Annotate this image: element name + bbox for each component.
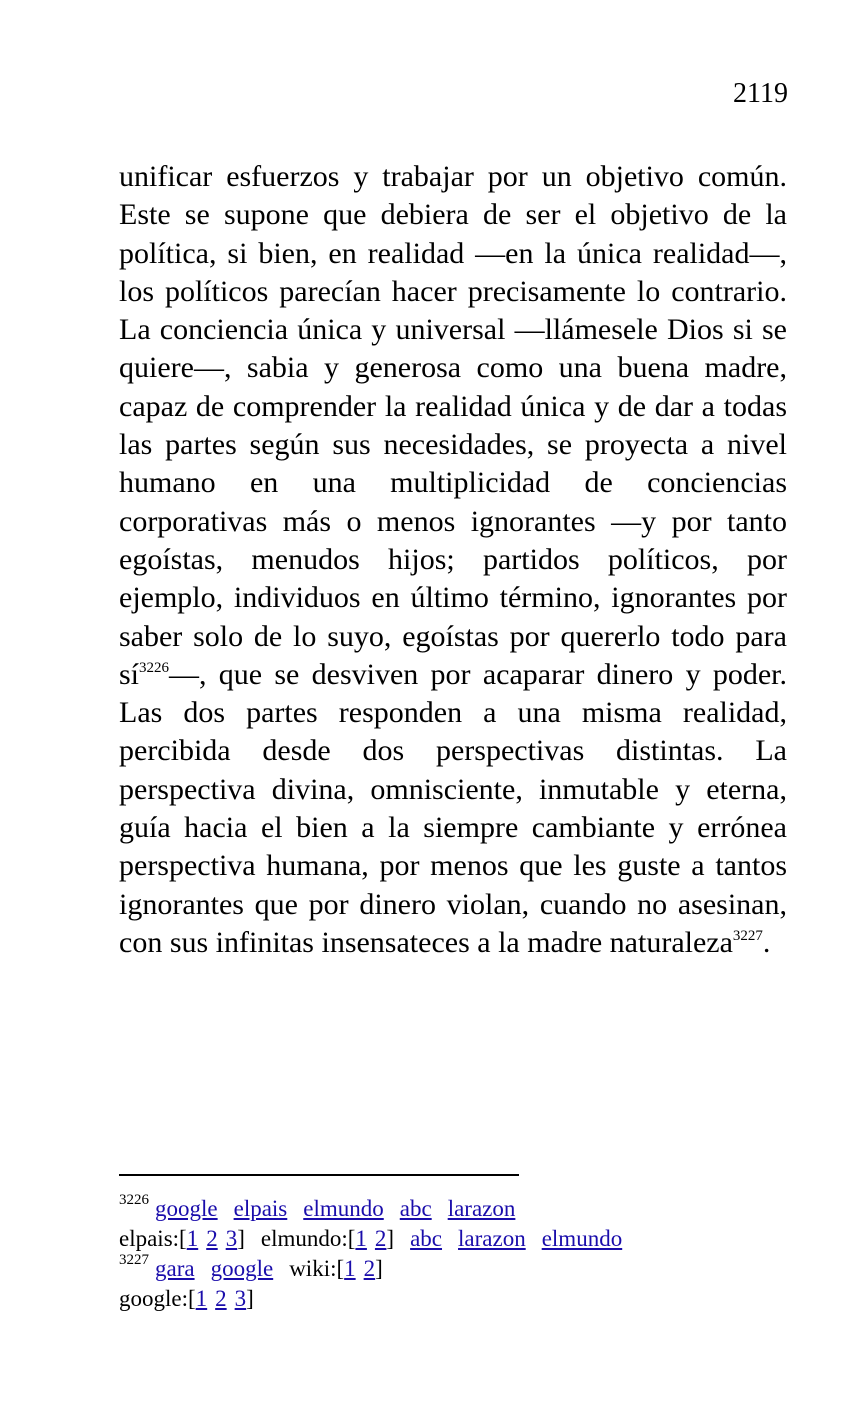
link-abc-2[interactable]: abc: [410, 1226, 443, 1251]
bracket-close: ]: [246, 1286, 254, 1311]
link-larazon-2[interactable]: larazon: [458, 1226, 526, 1251]
footnote-3226-line-1: [119, 1194, 819, 1224]
elmundo-label: elmundo:[: [260, 1226, 356, 1251]
link-google-num-3[interactable]: 3: [234, 1286, 247, 1311]
body-text: [119, 158, 787, 962]
link-elpais-3[interactable]: 3: [225, 1226, 238, 1251]
body-segment-3: .: [762, 925, 771, 959]
link-google-num-1[interactable]: 1: [195, 1286, 208, 1311]
footnotes: [119, 1194, 819, 1314]
footnote-3227-line-2: [119, 1284, 819, 1314]
link-elpais[interactable]: elpais: [233, 1196, 288, 1221]
link-elpais-1[interactable]: 1: [186, 1226, 199, 1251]
wiki-label: wiki:[: [289, 1256, 345, 1281]
footnote-number: 3226: [119, 1192, 149, 1208]
bracket-close: ]: [237, 1226, 245, 1251]
body-segment-2: —, que se desviven por acaparar dinero y poder. Las dos partes responden a una misma realidad, percibida desde dos perspectivas distintas. La perspectiva divina, omnisciente, inmutable y eterna, guía hacia el bien a la siempre cambiante y errónea perspectiva humana, por menos que les guste a tantos ignorantes que por dinero violan, cuando no asesinan, con sus infinitas insensateces a la madre naturaleza: [119, 657, 787, 959]
link-elpais-2[interactable]: 2: [206, 1226, 218, 1251]
bracket-close: ]: [375, 1256, 383, 1281]
body-paragraph: [119, 158, 787, 962]
page-number: 2119: [733, 78, 788, 109]
link-wiki-2[interactable]: 2: [363, 1256, 376, 1281]
footnote-3226-line-2: [119, 1224, 819, 1254]
footnote-3227-line-1: [119, 1254, 819, 1284]
link-wiki-1[interactable]: 1: [344, 1256, 356, 1281]
link-elmundo-1[interactable]: 1: [355, 1226, 367, 1251]
link-google-2[interactable]: google: [210, 1256, 274, 1281]
link-abc[interactable]: abc: [399, 1196, 432, 1221]
footnote-ref-3227[interactable]: 3227: [732, 927, 763, 944]
link-google[interactable]: google: [155, 1196, 218, 1221]
footnote-divider: [119, 1174, 519, 1176]
link-google-num-2[interactable]: 2: [215, 1286, 227, 1311]
body-segment-1: unificar esfuerzos y trabajar por un objetivo común. Este se supone que debiera de ser el objetivo de la política, si bien, en realidad —en la única realidad—, los políticos parecían hacer precisamente lo contrario. La conciencia única y universal —llámesele Dios si se quiere—, sabia y generosa como una buena madre, capaz de comprender la realidad única y de dar a todas las partes según sus necesidades, se proyecta a nivel humano en una multiplicidad de conciencias corporativas más o menos ignorantes —y por tanto egoístas, menudos hijos; partidos políticos, por ejemplo, individuos en último término, ignorantes por saber solo de lo suyo, egoístas por quererlo todo para sí: [119, 160, 787, 691]
google-label: google:[: [119, 1286, 196, 1311]
elpais-label: elpais:[: [119, 1226, 187, 1251]
bracket-close: ]: [386, 1226, 395, 1251]
footnote-number: 3227: [119, 1252, 149, 1268]
link-elmundo-3[interactable]: elmundo: [541, 1226, 623, 1251]
link-gara[interactable]: gara: [155, 1256, 195, 1281]
link-elmundo[interactable]: elmundo: [303, 1196, 384, 1221]
link-larazon[interactable]: larazon: [447, 1196, 516, 1221]
link-elmundo-2[interactable]: 2: [374, 1226, 387, 1251]
footnote-ref-3226[interactable]: 3226: [139, 659, 170, 676]
